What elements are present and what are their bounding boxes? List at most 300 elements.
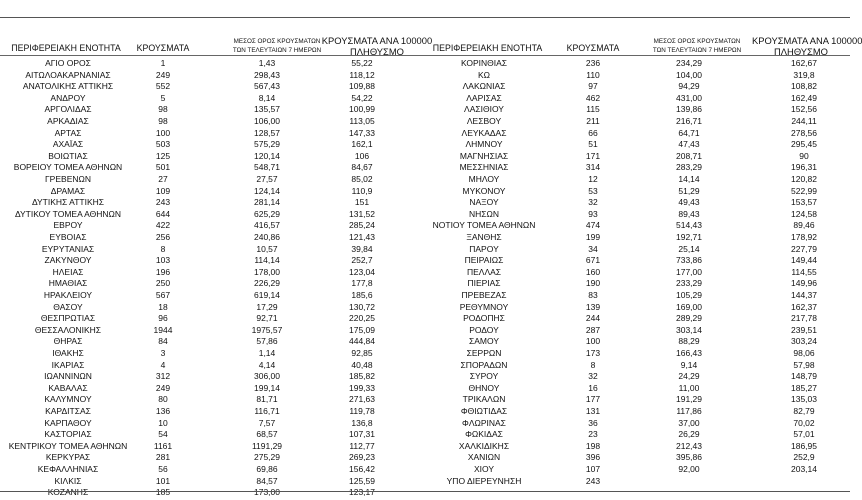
- cases-cell: 1944: [153, 324, 173, 335]
- avg7-cell: 431,00: [676, 92, 702, 103]
- region-cell: ΥΠΟ ΔΙΕΡΕΥΝΗΣΗ: [446, 475, 522, 486]
- avg7-cell: 216,71: [676, 116, 702, 126]
- avg7-cell: 92,00: [678, 464, 700, 474]
- avg7-cell: 64,71: [678, 127, 700, 138]
- per100k-cell: 196,31: [791, 162, 817, 173]
- table-row: [0, 267, 850, 278]
- per100k-cell: 89,46: [793, 220, 815, 231]
- table-row: [0, 394, 850, 405]
- region-cell: ΒΟΙΩΤΙΑΣ: [48, 150, 88, 161]
- table-row: [0, 209, 850, 220]
- cases-cell: 125: [155, 150, 171, 161]
- cases-cell: 171: [585, 150, 601, 161]
- header-per100k-left-line1: ΚΡΟΥΣΜΑΤΑ ΑΝΑ 100000: [321, 35, 433, 46]
- region-cell: ΡΟΔΟΥ: [469, 324, 499, 335]
- avg7-cell: 139,86: [676, 104, 702, 115]
- region-cell: ΛΕΥΚΑΔΑΣ: [461, 127, 507, 138]
- avg7-cell: 124,14: [254, 185, 280, 196]
- per100k-cell: 82,79: [793, 406, 815, 416]
- region-cell: ΙΩΑΝΝΙΝΩΝ: [44, 371, 92, 382]
- per100k-cell: 123,04: [349, 266, 375, 277]
- cases-cell: 136: [155, 406, 171, 416]
- table-row: [0, 441, 850, 452]
- avg7-cell: 88,29: [678, 336, 700, 347]
- avg7-cell: 24,29: [678, 371, 700, 382]
- header-region-right: ΠΕΡΙΦΕΡΕΙΑΚΗ ΕΝΟΤΗΤΑ: [432, 43, 543, 53]
- avg7-cell: 240,86: [254, 232, 280, 242]
- cases-cell: 84: [158, 336, 168, 347]
- per100k-cell: 285,24: [349, 220, 375, 231]
- cases-cell: 1161: [153, 440, 173, 451]
- cases-cell: 32: [588, 197, 598, 208]
- region-cell: ΚΑΡΠΑΘΟΥ: [44, 417, 92, 428]
- avg7-cell: 26,29: [678, 429, 700, 440]
- cases-cell: 312: [155, 371, 171, 382]
- region-cell: ΚΟΖΑΝΗΣ: [47, 487, 89, 498]
- per100k-cell: 199,33: [349, 382, 375, 393]
- region-cell: ΘΕΣΠΡΩΤΙΑΣ: [40, 313, 96, 324]
- region-cell: ΣΑΜΟΥ: [468, 336, 499, 347]
- avg7-cell: 37,00: [678, 417, 700, 428]
- avg7-cell: 303,14: [676, 324, 702, 335]
- region-cell: ΑΓΙΟ ΟΡΟΣ: [45, 58, 91, 68]
- region-cell: ΙΚΑΡΙΑΣ: [51, 359, 85, 370]
- table-row: [0, 93, 850, 104]
- per100k-cell: 162,37: [791, 301, 817, 312]
- region-cell: ΚΕΝΤΡΙΚΟΥ ΤΟΜΕΑ ΑΘΗΝΩΝ: [8, 440, 128, 451]
- cases-cell: 3: [160, 348, 166, 358]
- per100k-cell: 149,96: [791, 278, 817, 289]
- cases-cell: 281: [155, 452, 171, 463]
- avg7-cell: 178,00: [254, 266, 280, 277]
- region-cell: ΝΑΞΟΥ: [469, 197, 499, 208]
- cases-cell: 287: [585, 324, 601, 335]
- table-row: [0, 348, 850, 359]
- table-row: [0, 116, 850, 127]
- per100k-cell: 203,14: [791, 464, 817, 474]
- cases-cell: 110: [586, 69, 600, 80]
- cases-cell: 249: [155, 69, 171, 80]
- region-cell: ΑΙΤΩΛΟΑΚΑΡΝΑΝΙΑΣ: [25, 69, 111, 80]
- avg7-cell: 47,43: [678, 139, 700, 150]
- header-avg7-right-line1: ΜΕΣΟΣ ΟΡΟΣ ΚΡΟΥΣΜΑΤΩΝ: [653, 38, 741, 45]
- avg7-cell: 212,43: [676, 440, 702, 451]
- cases-cell: 4: [160, 359, 166, 370]
- region-cell: ΑΝΔΡΟΥ: [50, 92, 86, 103]
- table-row: [0, 302, 850, 313]
- avg7-cell: 199,14: [254, 382, 280, 393]
- table-row: [0, 151, 850, 162]
- per100k-cell: 54,22: [351, 92, 373, 103]
- table-row: [0, 429, 850, 440]
- region-cell: ΓΡΕΒΕΝΩΝ: [45, 174, 91, 184]
- per100k-cell: 121,43: [349, 232, 375, 242]
- cases-cell: 23: [588, 429, 598, 440]
- per100k-cell: 98,06: [793, 348, 815, 358]
- region-cell: ΘΑΣΟΥ: [53, 301, 83, 312]
- region-cell: ΚΑΛΥΜΝΟΥ: [44, 394, 92, 405]
- table-row: [0, 406, 850, 417]
- region-cell: ΦΘΙΩΤΙΔΑΣ: [460, 406, 508, 416]
- per100k-cell: 185,27: [791, 382, 817, 393]
- cases-cell: 100: [585, 336, 601, 347]
- table-row: [0, 313, 850, 324]
- per100k-cell: 147,33: [349, 127, 375, 138]
- table-bottom-border: [0, 491, 850, 492]
- avg7-cell: 25,14: [678, 243, 700, 254]
- avg7-cell: 275,29: [254, 452, 280, 463]
- cases-cell: 34: [588, 243, 598, 254]
- table-row: [0, 255, 850, 266]
- per100k-cell: 70,02: [793, 417, 815, 428]
- per100k-cell: 90: [799, 150, 809, 161]
- avg7-cell: 104,00: [676, 69, 702, 80]
- avg7-cell: 114,14: [254, 255, 280, 266]
- avg7-cell: 4,14: [258, 359, 276, 370]
- avg7-cell: 281,14: [254, 197, 280, 208]
- avg7-cell: 567,43: [254, 81, 280, 92]
- avg7-cell: 1,14: [258, 348, 276, 358]
- per100k-cell: 319,8: [793, 69, 815, 80]
- region-cell: ΛΗΜΝΟΥ: [465, 139, 503, 150]
- avg7-cell: 548,71: [254, 162, 280, 173]
- region-cell: ΚΑΒΑΛΑΣ: [48, 382, 88, 393]
- avg7-cell: 416,57: [254, 220, 280, 231]
- per100k-cell: 186,95: [791, 440, 817, 451]
- per100k-cell: 109,88: [349, 81, 375, 92]
- per100k-cell: 239,51: [791, 324, 817, 335]
- per100k-cell: 185,82: [349, 371, 375, 382]
- avg7-cell: 575,29: [254, 139, 280, 150]
- region-cell: ΝΟΤΙΟΥ ΤΟΜΕΑ ΑΘΗΝΩΝ: [432, 220, 536, 231]
- cases-cell: 462: [585, 92, 601, 103]
- avg7-cell: 514,43: [676, 220, 702, 231]
- cases-cell: 501: [155, 162, 171, 173]
- cases-cell: 1: [160, 58, 166, 68]
- table-row: [0, 174, 850, 185]
- avg7-cell: 298,43: [254, 69, 280, 80]
- avg7-cell: 49,43: [678, 197, 700, 208]
- avg7-cell: 84,57: [256, 475, 278, 486]
- cases-cell: 199: [585, 232, 601, 242]
- avg7-cell: 135,57: [254, 104, 280, 115]
- cases-cell: 314: [585, 162, 601, 173]
- per100k-cell: 100,99: [349, 104, 375, 115]
- cases-cell: 103: [155, 255, 171, 266]
- region-cell: ΛΕΣΒΟΥ: [466, 116, 502, 126]
- table-row: [0, 81, 850, 92]
- cases-cell: 160: [585, 266, 601, 277]
- table-row: [0, 290, 850, 301]
- avg7-cell: 192,71: [676, 232, 702, 242]
- header-per100k-left-line2: ΠΛΗΘΥΣΜΟ: [350, 46, 404, 57]
- cases-cell: 66: [588, 127, 598, 138]
- avg7-cell: 120,14: [254, 150, 280, 161]
- per100k-cell: 162,67: [791, 58, 817, 68]
- per100k-cell: 227,79: [791, 243, 817, 254]
- cases-cell: 422: [155, 220, 171, 231]
- cases-cell: 474: [585, 220, 601, 231]
- cases-cell: 131: [585, 406, 601, 416]
- cases-cell: 27: [158, 174, 168, 184]
- cases-cell: 185: [155, 487, 171, 498]
- per100k-cell: 84,67: [351, 162, 373, 173]
- cases-cell: 51: [588, 139, 598, 150]
- avg7-cell: 92,71: [256, 313, 278, 324]
- cases-cell: 396: [585, 452, 601, 463]
- cases-cell: 552: [155, 81, 171, 92]
- per100k-cell: 162,1: [351, 139, 373, 150]
- avg7-cell: 11,00: [678, 382, 700, 393]
- cases-cell: 107: [585, 464, 601, 474]
- per100k-cell: 130,72: [349, 301, 375, 312]
- cases-cell: 196: [155, 266, 171, 277]
- header-per100k-right-line2: ΠΛΗΘΥΣΜΟ: [774, 46, 828, 57]
- per100k-cell: 40,48: [351, 359, 373, 370]
- region-cell: ΦΩΚΙΔΑΣ: [465, 429, 503, 440]
- avg7-cell: 69,86: [256, 464, 278, 474]
- region-cell: ΚΑΡΔΙΤΣΑΣ: [45, 406, 91, 416]
- region-cell: ΑΡΓΟΛΙΔΑΣ: [44, 104, 92, 115]
- cases-cell: 211: [586, 116, 600, 126]
- region-cell: ΣΠΟΡΑΔΩΝ: [460, 359, 508, 370]
- region-cell: ΠΕΛΛΑΣ: [466, 266, 502, 277]
- region-cell: ΖΑΚΥΝΘΟΥ: [44, 255, 92, 266]
- cases-cell: 12: [588, 174, 598, 184]
- per100k-cell: 85,02: [351, 174, 373, 184]
- header-avg7-right-line2: ΤΩΝ ΤΕΛΕΥΤΑΙΩΝ 7 ΗΜΕΡΩΝ: [652, 47, 742, 54]
- per100k-cell: 217,78: [791, 313, 817, 324]
- region-cell: ΜΕΣΣΗΝΙΑΣ: [459, 162, 509, 173]
- per100k-cell: 92,85: [351, 348, 373, 358]
- region-cell: ΛΑΡΙΣΑΣ: [466, 92, 502, 103]
- table-row: [0, 162, 850, 173]
- avg7-cell: 105,29: [676, 290, 702, 300]
- cases-cell: 18: [158, 301, 168, 312]
- cases-cell: 8: [160, 243, 166, 254]
- per100k-cell: 522,99: [791, 185, 817, 196]
- region-cell: ΚΑΣΤΟΡΙΑΣ: [44, 429, 92, 440]
- avg7-cell: 81,71: [256, 394, 278, 405]
- cases-cell: 101: [155, 475, 171, 486]
- avg7-cell: 733,86: [676, 255, 702, 266]
- cases-cell: 243: [155, 197, 171, 208]
- cases-cell: 16: [588, 382, 598, 393]
- header-per100k-right-line1: ΚΡΟΥΣΜΑΤΑ ΑΝΑ 100000: [752, 35, 862, 46]
- table-row: [0, 197, 850, 208]
- per100k-cell: 123,17: [349, 487, 375, 498]
- cases-cell: 256: [155, 232, 171, 242]
- per100k-cell: 278,56: [791, 127, 817, 138]
- header-avg7-right: [632, 37, 762, 55]
- region-cell: ΜΗΛΟΥ: [468, 174, 500, 184]
- region-cell: ΚΩ: [477, 69, 491, 80]
- header-rule: [0, 55, 850, 56]
- region-cell: ΞΑΝΘΗΣ: [466, 232, 502, 242]
- region-cell: ΘΕΣΣΑΛΟΝΙΚΗΣ: [34, 324, 102, 335]
- per100k-cell: 39,84: [351, 243, 373, 254]
- avg7-cell: 226,29: [254, 278, 280, 289]
- per100k-cell: 131,52: [349, 208, 375, 219]
- per100k-cell: 269,23: [349, 452, 375, 463]
- avg7-cell: 166,43: [676, 348, 702, 358]
- cases-cell: 503: [155, 139, 171, 150]
- per100k-cell: 153,57: [791, 197, 817, 208]
- table-row: [0, 278, 850, 289]
- per100k-cell: 162,49: [791, 92, 817, 103]
- cases-cell: 98: [158, 104, 168, 115]
- table-row: [0, 104, 850, 115]
- cases-cell: 8: [590, 359, 596, 370]
- cases-cell: 36: [588, 417, 598, 428]
- region-cell: ΠΕΙΡΑΙΩΣ: [464, 255, 504, 266]
- per100k-cell: 295,45: [791, 139, 817, 150]
- table-row: [0, 220, 850, 231]
- region-cell: ΣΕΡΡΩΝ: [466, 348, 502, 358]
- avg7-cell: 8,14: [258, 92, 276, 103]
- region-cell: ΧΑΛΚΙΔΙΚΗΣ: [458, 440, 510, 451]
- region-cell: ΜΥΚΟΝΟΥ: [462, 185, 506, 196]
- cases-cell: 53: [588, 185, 598, 196]
- region-cell: ΛΑΣΙΘΙΟΥ: [464, 104, 504, 115]
- region-cell: ΡΕΘΥΜΝΟΥ: [459, 301, 509, 312]
- region-cell: ΠΡΕΒΕΖΑΣ: [461, 290, 507, 300]
- region-cell: ΘΗΝΟΥ: [468, 382, 500, 393]
- cases-cell: 83: [588, 290, 598, 300]
- region-cell: ΔΥΤΙΚΗΣ ΑΤΤΙΚΗΣ: [31, 197, 105, 208]
- per100k-cell: 156,42: [349, 464, 375, 474]
- avg7-cell: 10,57: [256, 243, 278, 254]
- per100k-cell: 57,98: [793, 359, 815, 370]
- cases-cell: 54: [158, 429, 168, 440]
- avg7-cell: 116,71: [254, 406, 280, 416]
- per100k-cell: 110,9: [351, 185, 373, 196]
- cases-cell: 96: [158, 313, 168, 324]
- per100k-cell: 135,03: [791, 394, 817, 405]
- table-row: [0, 371, 850, 382]
- avg7-cell: 306,00: [254, 371, 280, 382]
- table-row: [0, 325, 850, 336]
- region-cell: ΚΕΡΚΥΡΑΣ: [45, 452, 91, 463]
- cases-cell: 173: [585, 348, 601, 358]
- region-cell: ΛΑΚΩΝΙΑΣ: [462, 81, 506, 92]
- header-avg7-left-line2: ΤΩΝ ΤΕΛΕΥΤΑΙΩΝ 7 ΗΜΕΡΩΝ: [232, 47, 322, 54]
- avg7-cell: 173,00: [254, 487, 280, 498]
- header-per100k-right: [752, 35, 862, 57]
- per100k-cell: 185,6: [351, 290, 373, 300]
- avg7-cell: 14,14: [678, 174, 700, 184]
- region-cell: ΑΝΑΤΟΛΙΚΗΣ ΑΤΤΙΚΗΣ: [22, 81, 114, 92]
- per100k-cell: 220,25: [349, 313, 375, 324]
- per100k-cell: 106: [354, 150, 370, 161]
- per100k-cell: 271,63: [349, 394, 375, 405]
- region-cell: ΠΙΕΡΙΑΣ: [467, 278, 501, 289]
- avg7-cell: 177,00: [676, 266, 702, 277]
- cases-cell: 249: [155, 382, 171, 393]
- avg7-cell: 117,86: [676, 406, 702, 416]
- table-row: [0, 452, 850, 463]
- region-cell: ΧΑΝΙΩΝ: [467, 452, 501, 463]
- avg7-cell: 233,29: [676, 278, 702, 289]
- per100k-cell: 303,24: [791, 336, 817, 347]
- cases-cell: 97: [588, 81, 598, 92]
- avg7-cell: 283,29: [676, 162, 702, 173]
- avg7-cell: 17,29: [256, 301, 278, 312]
- cases-cell: 100: [155, 127, 171, 138]
- region-cell: ΗΛΕΙΑΣ: [52, 266, 84, 277]
- region-cell: ΔΡΑΜΑΣ: [50, 185, 86, 196]
- region-cell: ΦΛΩΡΙΝΑΣ: [462, 417, 506, 428]
- region-cell: ΑΧΑΪΑΣ: [52, 139, 84, 150]
- table-row: [0, 244, 850, 255]
- header-cases-left: ΚΡΟΥΣΜΑΤΑ: [136, 43, 190, 53]
- avg7-cell: 57,86: [256, 336, 278, 347]
- cases-cell: 250: [155, 278, 171, 289]
- cases-cell: 236: [585, 58, 601, 68]
- region-cell: ΗΡΑΚΛΕΙΟΥ: [43, 290, 93, 300]
- per100k-cell: 119,78: [349, 406, 375, 416]
- table-row: [0, 360, 850, 371]
- table-row: [0, 70, 850, 81]
- table-top-border: [0, 17, 850, 18]
- per100k-cell: 178,92: [791, 232, 817, 242]
- cases-cell: 243: [585, 475, 601, 486]
- per100k-cell: 120,82: [791, 174, 817, 184]
- region-cell: ΤΡΙΚΑΛΩΝ: [462, 394, 506, 405]
- region-cell: ΕΒΡΟΥ: [53, 220, 83, 231]
- region-cell: ΗΜΑΘΙΑΣ: [48, 278, 88, 289]
- table-row: [0, 487, 850, 498]
- cases-cell: 5: [160, 92, 166, 103]
- avg7-cell: 106,00: [254, 116, 280, 126]
- cases-cell: 177: [585, 394, 601, 405]
- region-cell: ΠΑΡΟΥ: [469, 243, 499, 254]
- cases-cell: 115: [586, 104, 600, 115]
- per100k-cell: 108,82: [791, 81, 817, 92]
- cases-cell: 98: [158, 116, 168, 126]
- cases-cell: 671: [585, 255, 601, 266]
- cases-cell: 567: [155, 290, 171, 300]
- region-cell: ΣΥΡΟΥ: [469, 371, 499, 382]
- cases-cell: 10: [158, 417, 168, 428]
- avg7-cell: 51,29: [678, 185, 700, 196]
- per100k-cell: 114,55: [791, 266, 817, 277]
- avg7-cell: 289,29: [676, 313, 702, 324]
- table-row: [0, 58, 850, 69]
- per100k-cell: 149,44: [791, 255, 817, 266]
- per100k-cell: 252,9: [793, 452, 815, 463]
- table-row: [0, 139, 850, 150]
- avg7-cell: 7,57: [258, 417, 276, 428]
- per100k-cell: 444,84: [349, 336, 375, 347]
- cases-cell: 190: [585, 278, 601, 289]
- per100k-cell: 152,56: [791, 104, 817, 115]
- avg7-cell: 68,57: [256, 429, 278, 440]
- per100k-cell: 118,12: [349, 69, 375, 80]
- per100k-cell: 113,05: [349, 116, 375, 126]
- per100k-cell: 177,8: [351, 278, 373, 289]
- cases-cell: 80: [158, 394, 168, 405]
- per100k-cell: 107,31: [349, 429, 375, 440]
- cases-cell: 109: [155, 185, 171, 196]
- region-cell: ΡΟΔΟΠΗΣ: [463, 313, 505, 324]
- table-row: [0, 418, 850, 429]
- cases-cell: 139: [585, 301, 601, 312]
- region-cell: ΚΙΛΚΙΣ: [54, 475, 82, 486]
- table-row: [0, 232, 850, 243]
- region-cell: ΜΑΓΝΗΣΙΑΣ: [459, 150, 509, 161]
- table-row: [0, 464, 850, 475]
